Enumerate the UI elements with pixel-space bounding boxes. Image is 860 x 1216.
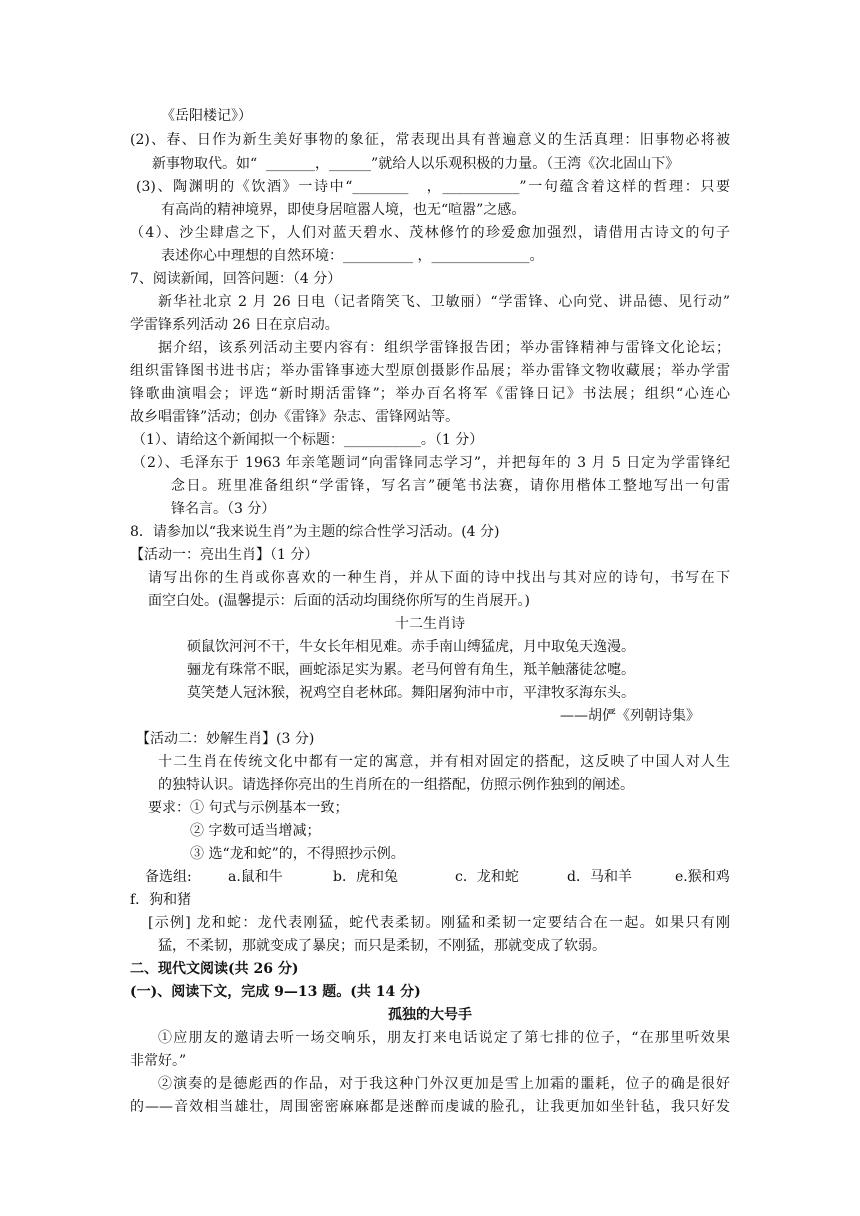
option-c: c．龙和蛇	[455, 869, 519, 885]
option-a: a.鼠和牛	[228, 869, 283, 885]
text-line: 据介绍，该系列活动主要内容有：组织学雷锋报告团；举办雷锋精神与雷锋文化论坛；	[158, 340, 730, 356]
text-line: 组织雷锋图书进书店；举办雷锋事迹大型原创摄影作品展；举办雷锋文物收藏展；举办学雷	[130, 363, 730, 379]
section-heading: 二、现代文阅读(共 26 分)	[130, 961, 299, 977]
requirement-line: ③ 选“龙和蛇”的，不得照抄示例。	[190, 846, 405, 862]
text-line: 《岳阳楼记》）	[161, 108, 252, 124]
article-line: 的——音效相当雄壮，周围密密麻麻都是迷醉而虔诚的脸孔，让我更加如坐针毡，我只好发	[130, 1099, 730, 1115]
poem-title: 十二生肖诗	[395, 616, 465, 632]
text-line: （4）、沙尘肆虐之下，人们对蓝天碧水、茂林修竹的珍爱愈加强烈，请借用古诗文的句子	[130, 225, 730, 241]
article-title: 孤独的大号手	[388, 1007, 472, 1023]
text-line: 锋歌曲演唱会；评选“新时期活雷锋”；举办百名将军《雷锋日记》书法展；组织“心连心	[130, 386, 730, 402]
text-line: 念日。班里准备组织“学雷锋，写名言”硬笔书法赛，请你用楷体工整地写出一句雷	[171, 478, 730, 494]
poem-line: 骊龙有珠常不眠，画蛇添足实为累。老马何曾有角生，羝羊触藩徒忿嚏。	[187, 662, 635, 678]
article-line: ①应朋友的邀请去听一场交响乐，朋友打来电话说定了第七排的位子，“在那里听效果	[158, 1030, 730, 1046]
example-line: 猛，不柔韧，那就变成了暴戾；而只是柔韧，不刚猛，那就变成了软弱。	[158, 938, 606, 954]
text-line: 十二生肖在传统文化中都有一定的寓意，并有相对固定的搭配，这反映了中国人对人生	[158, 754, 730, 770]
options-label: 备选组:	[145, 869, 192, 885]
article-line: ②演奏的是德彪西的作品，对于我这种门外汉更加是雪上加霜的噩耗，位子的确是很好	[158, 1076, 730, 1092]
text-line: 的独特认识。请选择你亮出的生肖所在的一组搭配，仿照示例作独到的阐述。	[158, 777, 634, 793]
text-line: (3)、陶渊明的《饮酒》一诗中“________ ，___________”一句蕴含着这样的哲理：只要	[136, 179, 730, 195]
text-line: 故乡唱雷锋”活动；创办《雷锋》杂志、雷锋网站等。	[130, 409, 460, 425]
poem-line: 硕鼠饮河河不干，牛女长年相见难。赤手南山缚猛虎，月中取兔天逸漫。	[187, 639, 635, 655]
activity-heading: 【活动一：亮出生肖】（1 分）	[130, 547, 319, 563]
text-line: 学雷锋系列活动 26 日在京启动。	[130, 317, 339, 333]
requirement-line: ② 字数可适当增减；	[190, 823, 321, 839]
option-e: e.猴和鸡	[675, 869, 730, 885]
option-f: f．狗和猪	[130, 892, 192, 908]
requirement-line: 要求：① 句式与示例基本一致；	[148, 800, 349, 816]
option-d: d．马和羊	[567, 869, 632, 885]
question-heading: 8．请参加以“我来说生肖”为主题的综合性学习活动。(4 分)	[130, 524, 500, 540]
text-line: 锋名言。（3 分）	[171, 501, 276, 517]
text-line: 请写出你的生肖或你喜欢的一种生肖，并从下面的诗中找出与其对应的诗句，书写在下	[148, 570, 730, 586]
text-line: (2)、春、日作为新生美好事物的象征，常表现出具有普遍意义的生活真理：旧事物必将被	[130, 132, 730, 148]
text-line: 面空白处。(温馨提示：后面的活动均围绕你所写的生肖展开。)	[148, 593, 530, 609]
text-line: 新事物取代。如“ _______，______”就给人以乐观积极的力量。（王湾《次北固山下》	[152, 156, 680, 172]
text-line: （1）、请给这个新闻拟一个标题：___________。（1 分）	[132, 432, 484, 448]
subsection-heading: (一)、阅读下文，完成 9—13 题。(共 14 分)	[130, 984, 421, 1000]
text-line: （2）、毛泽东于 1963 年亲笔题词“向雷锋同志学习”，并把每年的 3 月 5 日定为学雷锋纪	[132, 455, 730, 471]
activity-heading: 【活动二：妙解生肖】(3 分)	[136, 731, 315, 747]
poem-line: 莫笑楚人冠沐猴，祝鸡空自老林邱。舞阳屠狗沛中市，平津牧豕海东头。	[187, 685, 635, 701]
option-b: b．虎和兔	[333, 869, 398, 885]
text-line: 表述你心中理想的自然环境：__________ ，______________。	[161, 248, 544, 264]
text-line: 新华社北京 2 月 26 日电（记者隋笑飞、卫敏丽）“学雷锋、心向党、讲品德、见行动”	[158, 294, 730, 310]
question-heading: 7、阅读新闻，回答问题：（4 分）	[130, 271, 342, 287]
example-line: [示例] 龙和蛇：龙代表刚猛，蛇代表柔韧。刚猛和柔韧一定要结合在一起。如果只有刚	[148, 915, 730, 931]
article-line: 非常好。”	[130, 1053, 187, 1069]
text-line: 有高尚的精神境界，即使身居喧嚣人境，也无“喧嚣”之感。	[161, 202, 526, 218]
poem-source: ——胡俨《列朝诗集》	[560, 708, 700, 724]
